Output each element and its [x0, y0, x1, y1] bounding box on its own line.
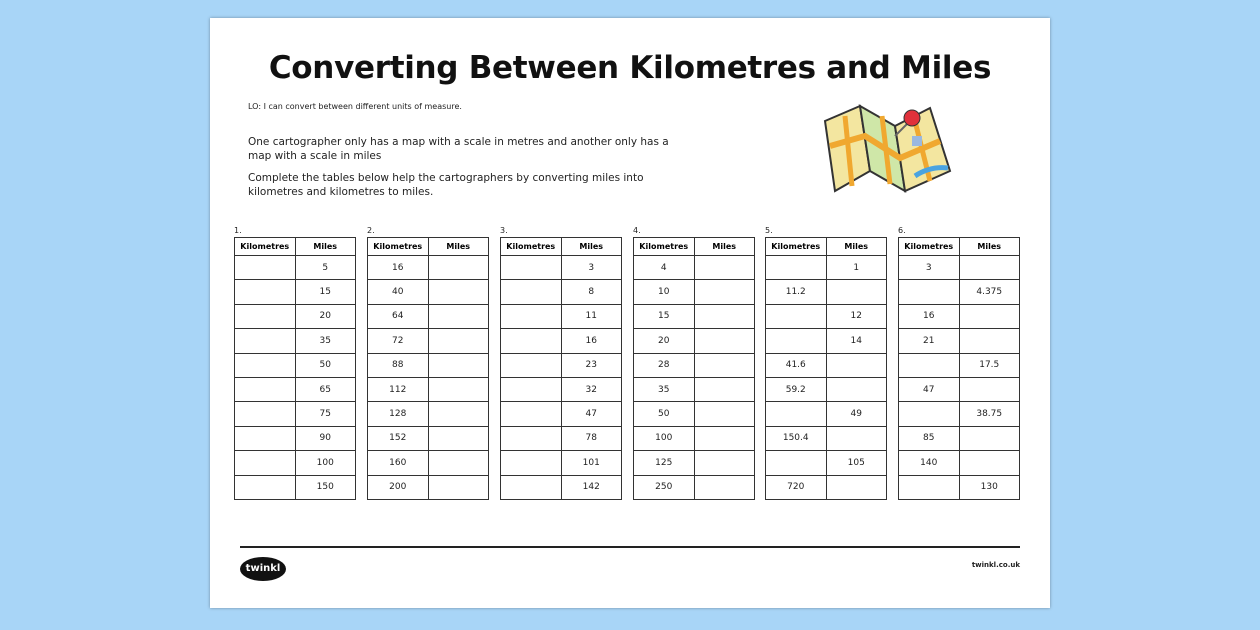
header-miles: Miles	[959, 238, 1020, 256]
table-row	[501, 280, 622, 304]
conversion-table-2	[367, 226, 489, 500]
kilometres-cell: 35	[634, 377, 695, 401]
table-row	[501, 475, 622, 499]
conversion-table-5	[765, 226, 887, 500]
miles-cell: 11	[561, 304, 622, 328]
miles-cell: 65	[295, 377, 356, 401]
header-kilometres: Kilometres	[634, 238, 695, 256]
miles-cell	[428, 475, 489, 499]
miles-cell	[826, 280, 887, 304]
kilometres-cell: 11.2	[766, 280, 827, 304]
miles-cell: 90	[295, 426, 356, 450]
kilometres-cell: 59.2	[766, 377, 827, 401]
header-kilometres: Kilometres	[235, 238, 296, 256]
table-row	[368, 353, 489, 377]
folded-map-icon	[820, 96, 960, 211]
miles-cell	[826, 377, 887, 401]
miles-cell	[694, 451, 755, 475]
miles-cell: 49	[826, 402, 887, 426]
miles-cell	[694, 402, 755, 426]
miles-cell: 50	[295, 353, 356, 377]
kilometres-cell: 16	[899, 304, 960, 328]
miles-cell: 23	[561, 353, 622, 377]
table-row	[501, 304, 622, 328]
header-kilometres: Kilometres	[501, 238, 562, 256]
table-row	[634, 280, 755, 304]
kilometres-cell	[766, 451, 827, 475]
kilometres-cell: 28	[634, 353, 695, 377]
kilometres-cell: 41.6	[766, 353, 827, 377]
table-row	[634, 451, 755, 475]
table-row	[634, 377, 755, 401]
kilometres-cell	[899, 402, 960, 426]
kilometres-cell: 720	[766, 475, 827, 499]
miles-cell	[428, 451, 489, 475]
kilometres-cell: 250	[634, 475, 695, 499]
table-row	[899, 451, 1020, 475]
miles-cell: 105	[826, 451, 887, 475]
table-number: 4.	[633, 226, 641, 235]
kilometres-cell	[235, 280, 296, 304]
table-row	[235, 451, 356, 475]
table-row	[501, 353, 622, 377]
miles-cell: 150	[295, 475, 356, 499]
miles-cell: 142	[561, 475, 622, 499]
table-row	[899, 280, 1020, 304]
table-row	[235, 304, 356, 328]
table-row	[368, 426, 489, 450]
kilometres-cell	[501, 377, 562, 401]
miles-cell: 15	[295, 280, 356, 304]
kilometres-cell	[766, 256, 827, 280]
kilometres-cell	[235, 353, 296, 377]
miles-cell: 1	[826, 256, 887, 280]
table-row	[766, 329, 887, 353]
miles-cell: 12	[826, 304, 887, 328]
miles-cell	[428, 280, 489, 304]
intro-paragraph: One cartographer only has a map with a scale in metres and another only has a map with a scale in miles	[248, 136, 669, 162]
table-row	[235, 280, 356, 304]
table-row	[634, 256, 755, 280]
kilometres-cell: 160	[368, 451, 429, 475]
kilometres-cell	[501, 451, 562, 475]
table-number: 5.	[765, 226, 773, 235]
kilometres-cell	[766, 402, 827, 426]
table-row	[368, 451, 489, 475]
miles-cell: 101	[561, 451, 622, 475]
kilometres-cell: 50	[634, 402, 695, 426]
miles-cell	[694, 304, 755, 328]
kilometres-cell: 3	[899, 256, 960, 280]
kilometres-cell	[501, 280, 562, 304]
kilometres-cell: 4	[634, 256, 695, 280]
miles-cell	[959, 426, 1020, 450]
miles-cell: 47	[561, 402, 622, 426]
header-miles: Miles	[561, 238, 622, 256]
kilometres-cell	[501, 256, 562, 280]
table-row	[634, 475, 755, 499]
table-row	[899, 377, 1020, 401]
table-row	[766, 475, 887, 499]
kilometres-cell	[235, 402, 296, 426]
miles-cell	[959, 256, 1020, 280]
miles-cell	[694, 256, 755, 280]
miles-cell: 14	[826, 329, 887, 353]
table-row	[235, 329, 356, 353]
table-row	[766, 353, 887, 377]
table-row	[634, 304, 755, 328]
conversion-table-6	[898, 226, 1020, 500]
kilometres-cell: 125	[634, 451, 695, 475]
table-row	[899, 329, 1020, 353]
miles-cell	[694, 280, 755, 304]
table-number: 2.	[367, 226, 375, 235]
miles-cell	[428, 353, 489, 377]
table-number: 3.	[500, 226, 508, 235]
miles-cell: 3	[561, 256, 622, 280]
header-miles: Miles	[295, 238, 356, 256]
table-row	[501, 377, 622, 401]
kilometres-cell	[899, 475, 960, 499]
miles-cell: 130	[959, 475, 1020, 499]
table-row	[899, 426, 1020, 450]
table-row	[766, 256, 887, 280]
miles-cell	[959, 304, 1020, 328]
table-row	[368, 377, 489, 401]
kilometres-cell: 88	[368, 353, 429, 377]
kilometres-cell: 152	[368, 426, 429, 450]
miles-cell	[428, 329, 489, 353]
table-row	[501, 329, 622, 353]
miles-cell	[694, 329, 755, 353]
table-row	[235, 353, 356, 377]
table-row	[368, 329, 489, 353]
kilometres-cell: 200	[368, 475, 429, 499]
table-row	[501, 402, 622, 426]
header-kilometres: Kilometres	[766, 238, 827, 256]
footer-url: twinkl.co.uk	[971, 561, 1020, 569]
learning-objective: LO: I can convert between different units of measure.	[248, 102, 462, 111]
miles-cell: 35	[295, 329, 356, 353]
table-row	[899, 256, 1020, 280]
table-row	[235, 475, 356, 499]
header-miles: Miles	[826, 238, 887, 256]
kilometres-cell: 100	[634, 426, 695, 450]
kilometres-cell	[235, 451, 296, 475]
kilometres-cell: 40	[368, 280, 429, 304]
miles-cell: 32	[561, 377, 622, 401]
table-row	[899, 475, 1020, 499]
table-row	[766, 402, 887, 426]
miles-cell: 100	[295, 451, 356, 475]
miles-cell	[428, 402, 489, 426]
kilometres-cell: 64	[368, 304, 429, 328]
miles-cell: 8	[561, 280, 622, 304]
conversion-table-1	[234, 226, 356, 500]
table-row	[634, 402, 755, 426]
kilometres-cell	[899, 280, 960, 304]
conversion-table-4	[633, 226, 755, 500]
miles-cell: 75	[295, 402, 356, 426]
table-row	[766, 280, 887, 304]
kilometres-cell: 21	[899, 329, 960, 353]
miles-cell	[959, 377, 1020, 401]
conversion-table-3	[500, 226, 622, 500]
instructions-paragraph: Complete the tables below help the cartographers by converting miles into kilometres and kilometres to miles.	[248, 172, 644, 198]
kilometres-cell	[766, 304, 827, 328]
table-row	[899, 304, 1020, 328]
table-row	[899, 353, 1020, 377]
miles-cell	[428, 377, 489, 401]
miles-cell	[694, 353, 755, 377]
miles-cell: 20	[295, 304, 356, 328]
miles-cell	[826, 353, 887, 377]
kilometres-cell	[501, 304, 562, 328]
table-row	[501, 451, 622, 475]
miles-cell: 5	[295, 256, 356, 280]
kilometres-cell	[235, 475, 296, 499]
kilometres-cell: 15	[634, 304, 695, 328]
page-title: Converting Between Kilometres and Miles	[268, 50, 992, 86]
kilometres-cell: 16	[368, 256, 429, 280]
table-row	[766, 304, 887, 328]
kilometres-cell: 20	[634, 329, 695, 353]
kilometres-cell	[501, 475, 562, 499]
table-row	[766, 377, 887, 401]
header-miles: Miles	[694, 238, 755, 256]
table-row	[368, 304, 489, 328]
table-number: 6.	[898, 226, 906, 235]
footer-divider	[240, 546, 1020, 548]
table-row	[766, 451, 887, 475]
kilometres-cell	[235, 377, 296, 401]
miles-cell	[694, 426, 755, 450]
table-row	[501, 426, 622, 450]
miles-cell	[826, 426, 887, 450]
kilometres-cell: 112	[368, 377, 429, 401]
miles-cell: 4.375	[959, 280, 1020, 304]
table-row	[235, 256, 356, 280]
miles-cell	[428, 256, 489, 280]
table-row	[634, 329, 755, 353]
miles-cell	[959, 329, 1020, 353]
header-kilometres: Kilometres	[368, 238, 429, 256]
header-miles: Miles	[428, 238, 489, 256]
table-row	[368, 475, 489, 499]
table-row	[501, 256, 622, 280]
miles-cell	[428, 426, 489, 450]
table-number: 1.	[234, 226, 242, 235]
kilometres-cell	[235, 329, 296, 353]
kilometres-cell: 85	[899, 426, 960, 450]
miles-cell: 38.75	[959, 402, 1020, 426]
kilometres-cell: 72	[368, 329, 429, 353]
table-row	[899, 402, 1020, 426]
miles-cell	[826, 475, 887, 499]
table-row	[766, 426, 887, 450]
kilometres-cell	[235, 304, 296, 328]
table-row	[368, 256, 489, 280]
miles-cell	[959, 451, 1020, 475]
header-kilometres: Kilometres	[899, 238, 960, 256]
table-row	[368, 402, 489, 426]
twinkl-logo: twinkl	[240, 557, 286, 581]
kilometres-cell	[235, 426, 296, 450]
miles-cell	[694, 377, 755, 401]
table-row	[634, 426, 755, 450]
miles-cell: 16	[561, 329, 622, 353]
table-row	[235, 402, 356, 426]
kilometres-cell	[501, 426, 562, 450]
table-row	[634, 353, 755, 377]
table-row	[235, 426, 356, 450]
kilometres-cell: 140	[899, 451, 960, 475]
table-row	[368, 280, 489, 304]
kilometres-cell	[766, 329, 827, 353]
kilometres-cell	[501, 353, 562, 377]
kilometres-cell: 128	[368, 402, 429, 426]
miles-cell: 78	[561, 426, 622, 450]
table-row	[235, 377, 356, 401]
miles-cell	[694, 475, 755, 499]
miles-cell: 17.5	[959, 353, 1020, 377]
kilometres-cell	[501, 329, 562, 353]
kilometres-cell	[501, 402, 562, 426]
kilometres-cell: 10	[634, 280, 695, 304]
kilometres-cell: 47	[899, 377, 960, 401]
kilometres-cell	[235, 256, 296, 280]
miles-cell	[428, 304, 489, 328]
kilometres-cell: 150.4	[766, 426, 827, 450]
worksheet-page	[210, 18, 1050, 608]
kilometres-cell	[899, 353, 960, 377]
